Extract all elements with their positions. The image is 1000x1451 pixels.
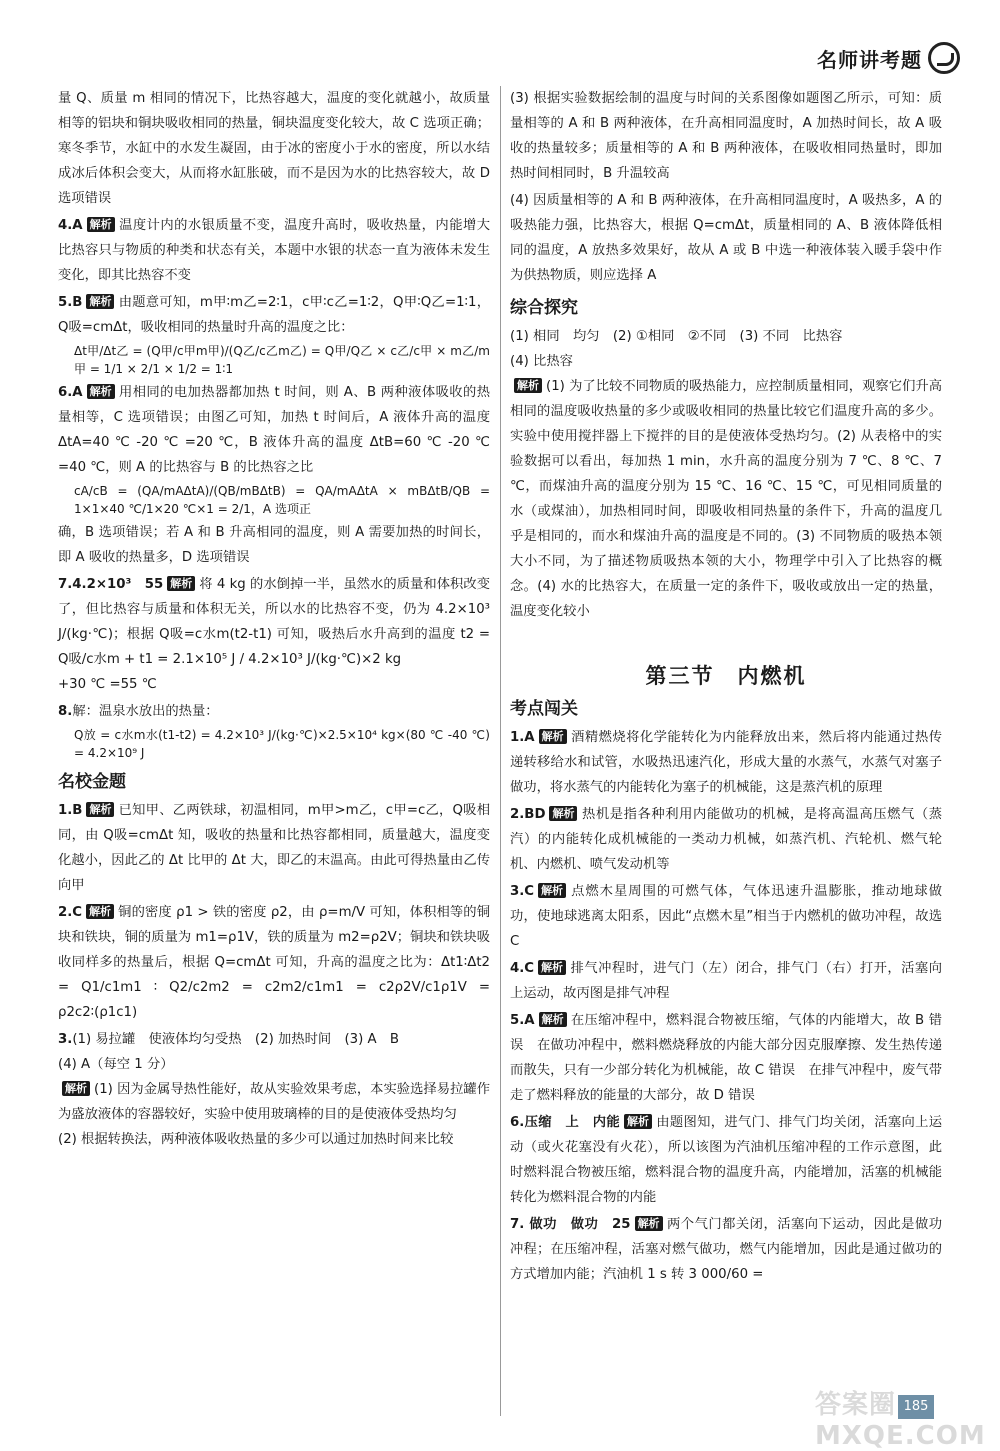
paragraph: (4) A（每空 1 分）	[58, 1057, 174, 1072]
item-text: 解：温泉水放出的热量：	[72, 704, 219, 719]
answer-item	[510, 879, 942, 954]
section-heading: 考点闯关	[510, 699, 578, 719]
item-number: 3.	[58, 1032, 73, 1047]
answer-item	[58, 900, 490, 1025]
answer-item	[510, 956, 942, 1006]
formula: Q放 = c水m水(t1-t2) = 4.2×10³ J/(kg·℃)×2.5×10⁴ kg×(80 ℃ -40 ℃) = 4.2×10⁹ J	[74, 728, 490, 760]
section-heading: 名校金题	[58, 772, 126, 792]
item-number: 4.C	[510, 961, 535, 976]
answer-item	[510, 725, 942, 800]
column-divider	[500, 86, 501, 1416]
chapter-section-title: 第三节 内燃机	[645, 664, 807, 688]
item-number: 6.A	[58, 385, 83, 400]
paragraph: 确，B 选项错误；若 A 和 B 升高相同的温度，则 A 需要加热的时间长，即 A 吸收的热量多，D 选项错误	[58, 525, 490, 565]
answer-item	[510, 802, 942, 877]
answer-item	[510, 1008, 942, 1108]
paragraph: (4) 比热容	[510, 354, 573, 369]
item-text: 铜的密度 ρ1 > 铁的密度 ρ2，由 ρ=m/V 可知，体积相等的铜块和铁块，铜的质量为 m1=ρ1V，铁的质量为 m2=ρ2V；铜块和铁块吸收同样多的热量后，根据 Q=cmΔt 可知，升高的温度之比为：Δt1∶Δt2 = Q1/c1m1 ∶ Q2/c2m2 = c2m2/c1m1 = c2ρ2V/c1ρ1V = ρ2c2∶(ρ1c1)	[58, 905, 490, 1020]
jiexi-badge: 解析	[549, 806, 577, 821]
item-number: 2.C	[58, 905, 83, 920]
item-number: 1.A	[510, 730, 535, 745]
paragraph	[58, 1077, 490, 1127]
item-text: 由题意可知，m甲∶m乙=2∶1，c甲∶c乙=1∶2，Q甲∶Q乙=1∶1，Q吸=cmΔt，吸收相同的热量时升高的温度之比：	[58, 295, 490, 335]
jiexi-badge: 解析	[87, 384, 115, 399]
jiexi-badge: 解析	[87, 217, 115, 232]
item-text: 两个气门都关闭，活塞向下运动，因此是做功冲程；在压缩冲程，活塞对燃气做功，燃气内能增加，因此是通过做功的方式增加内能；汽油机 1 s 转 3 000/60 =	[510, 1217, 943, 1282]
item-text: 已知甲、乙两铁球，初温相同，m甲>m乙，c甲=c乙，Q吸相同，由 Q吸=cmΔt 知，吸收的热量和比热容都相同，质量越大，温度变化越小，因此乙的 Δt 比甲的 Δt 大，即乙的末温高。由此可得热量由乙传向甲	[58, 803, 490, 893]
answer-item	[510, 1110, 942, 1210]
paragraph: (3) 根据实验数据绘制的温度与时间的关系图像如题图乙所示，可知：质量相等的 A 和 B 两种液体，在升高相同温度时，A 加热时间长，故 A 吸收的热量较多；质量相等的 A 和 B 两种液体，在吸收相同热量时，即加热时间相同时，B 升温较高	[510, 91, 942, 181]
item-text: 热机是指各种利用内能做功的机械，是将高温高压燃气（蒸汽）的内能转化成机械能的一类动力机械，如蒸汽机、汽轮机、燃气轮机、内燃机、喷气发动机等	[510, 807, 942, 872]
item-text: 在压缩冲程中，燃料混合物被压缩，气体的内能增大，故 B 错误 在做功冲程中，燃料燃烧释放的内能大部分因克服摩擦、发生热传递而散失，只有一少部分转化为机械能，故 C 错误 在排气冲程中，废气带走了燃料释放的能量的大部分，故 D 错误	[510, 1013, 942, 1103]
item-number: 1.B	[58, 803, 83, 818]
jiexi-badge: 解析	[539, 729, 567, 744]
item-number: 7.4.2×10³ 55	[58, 577, 164, 592]
jiexi-badge: 解析	[538, 960, 566, 975]
jiexi-badge: 解析	[86, 294, 114, 309]
logo-icon	[928, 42, 960, 74]
jiexi-badge: 解析	[635, 1216, 663, 1231]
item-number: 7. 做功 做功 25	[510, 1217, 631, 1232]
paragraph: (2) 根据转换法，两种液体吸收热量的多少可以通过加热时间来比较	[58, 1132, 454, 1147]
right-column	[510, 86, 942, 1287]
item-number: 3.C	[510, 884, 535, 899]
item-text: (1) 易拉罐 使液体均匀受热 (2) 加热时间 (3) A B	[72, 1032, 400, 1047]
jiexi-badge: 解析	[86, 802, 114, 817]
jiexi-badge: 解析	[538, 883, 566, 898]
item-text: (1) 因为金属导热性能好，故从实验效果考虑，本实验选择易拉罐作为盛放液体的容器较好，实验中使用玻璃棒的目的是使液体受热均匀	[58, 1082, 490, 1122]
item-number: 2.BD	[510, 807, 546, 822]
item-number: 5.A	[510, 1013, 535, 1028]
item-text: 排气冲程时，进气门（左）闭合，排气门（右）打开，活塞向上运动，故丙图是排气冲程	[510, 961, 942, 1001]
formula: cA/cB = (QA/mAΔtA)/(QB/mBΔtB) = QA/mAΔtA × mBΔtB/QB = 1×1×40 ℃/1×20 ℃×1 = 2/1，A 选项正	[74, 484, 490, 516]
jiexi-badge: 解析	[514, 378, 542, 393]
jiexi-badge: 解析	[86, 904, 114, 919]
answer-item	[58, 380, 490, 480]
item-number: 5.B	[58, 295, 83, 310]
answer-item	[58, 572, 490, 672]
item-text: 用相同的电加热器都加热 t 时间，则 A、B 两种液体吸收的热量相等，C 选项错误；由图乙可知，加热 t 时间后，A 液体升高的温度 ΔtA=40 ℃ -20 ℃ =20 ℃，B 液体升高的温度 ΔtB=60 ℃ -20 ℃ =40 ℃，则 A 的比热容与 B 的比热容之比	[58, 385, 490, 475]
item-text: 温度计内的水银质量不变，温度升高时，吸收热量，内能增大 比热容只与物质的种类和状态有关，本题中水银的状态一直为液体未发生变化，即其比热容不变	[58, 218, 504, 283]
jiexi-badge: 解析	[62, 1081, 90, 1096]
jiexi-badge: 解析	[539, 1012, 567, 1027]
answer-item	[58, 213, 504, 288]
paragraph	[510, 374, 942, 624]
paragraph: (1) 相同 均匀 (2) ①相同 ②不同 (3) 不同 比热容	[510, 329, 843, 344]
item-number: 4.A	[58, 218, 83, 233]
jiexi-badge: 解析	[167, 576, 195, 591]
answer-item	[58, 1027, 490, 1052]
jiexi-badge: 解析	[624, 1114, 652, 1129]
item-number: 8.	[58, 704, 73, 719]
paragraph: 量 Q、质量 m 相同的情况下，比热容越大，温度的变化就越小，故质量相等的铝块和铜块吸收相同的热量，铜块温度变化较大，故 C 选项正确；寒冬季节，水缸中的水发生凝固，由于冰的密度小于水的密度，所以水结成冰后体积会变大，从而将水缸胀破，而不是因为水的比热容较大，故 D 选项错误	[58, 91, 490, 206]
header-title: 名师讲考题	[817, 47, 922, 72]
section-heading: 综合探究	[510, 298, 578, 318]
answer-item	[510, 1212, 942, 1287]
watermark: 答案圈 MXQE.COM	[815, 1390, 986, 1451]
page-number: 185	[898, 1395, 934, 1419]
item-text: 酒精燃烧将化学能转化为内能释放出来，然后将内能通过热传递转移给水和试管，水吸热迅速汽化，形成大量的水蒸气，水蒸气对塞子做功，将水蒸气的内能转化为塞子的机械能，这是蒸汽机的原理	[510, 730, 942, 795]
item-text: 点燃木星周围的可燃气体，气体迅速升温膨胀，推动地球做功，使地球逃离太阳系，因此“点燃木星”相当于内燃机的做功冲程，故选 C	[510, 884, 942, 949]
answer-item	[58, 699, 490, 724]
left-column	[58, 86, 504, 1152]
answer-item	[58, 290, 490, 340]
item-text: (1) 为了比较不同物质的吸热能力，应控制质量相同，观察它们升高相同的温度吸收热量的多少或吸收相同的热量比较它们温度升高的多少。实验中使用搅拌器上下搅拌的目的是使液体受热均匀。(2) 从表格中的实验数据可以看出，每加热 1 min，水升高的温度分别为 7 ℃、8 ℃、7 ℃，而煤油升高的温度分别为 15 ℃、16 ℃、15 ℃，可见相同质量的水（或煤油），加热相同时间，即吸收相同热量的条件下，升高的温度几乎是相同的，而水和煤油升高的温度是不同的。(3) 不同物质的吸热本领大小不同，为了描述物质吸热本领的大小，物理学中引入了比热容的概念。(4) 水的比热容大，在质量一定的条件下，吸收或放出一定的热量，温度变化较小	[510, 379, 942, 619]
paragraph: +30 ℃ =55 ℃	[58, 677, 157, 692]
item-text: 将 4 kg 的水倒掉一半，虽然水的质量和体积改变了，但比热容与质量和体积无关，所以水的比热容不变，仍为 4.2×10³ J/(kg·℃)；根据 Q吸=c水m(t2-t1) 可知，吸热后水升高到的温度 t2 = Q吸/c水m + t1 = 2.1×10⁵ J / 4.2×10³ J/(kg·℃)×2 kg	[58, 577, 490, 667]
item-number: 6.压缩 上 内能	[510, 1115, 620, 1130]
answer-item	[58, 798, 490, 898]
formula: Δt甲/Δt乙 = (Q甲/c甲m甲)/(Q乙/c乙m乙) = Q甲/Q乙 × c乙/c甲 × m乙/m甲 = 1/1 × 2/1 × 1/2 = 1∶1	[74, 344, 490, 376]
page-header	[817, 38, 960, 78]
paragraph: (4) 因质量相等的 A 和 B 两种液体，在升高相同温度时，A 吸热多，A 的吸热能力强，比热容大，根据 Q=cmΔt，质量相同的 A、B 液体降低相同的温度，A 放热多效果好，故从 A 或 B 中选一种液体装入暖手袋中作为供热物质，则应选择 A	[510, 193, 942, 283]
item-text: 由题图知，进气门、排气门均关闭，活塞向上运动（或火花塞没有火花），所以该图为汽油机压缩冲程的工作示意图，此时燃料混合物被压缩，燃料混合物的温度升高，内能增加，活塞的机械能转化为燃料混合物的内能	[510, 1115, 942, 1205]
